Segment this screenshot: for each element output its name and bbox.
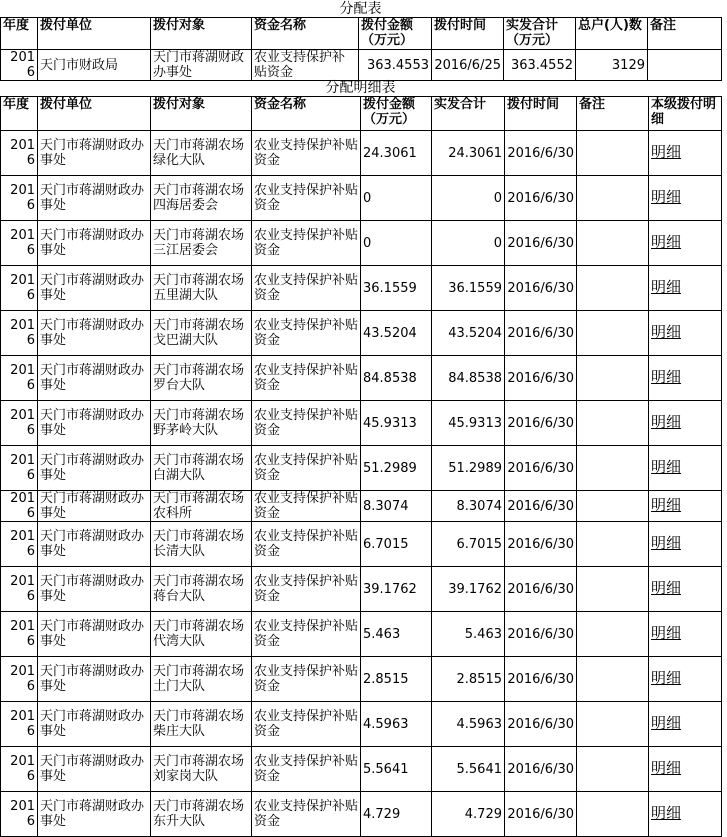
cell-amount: 5.5641 xyxy=(361,747,432,792)
cell-year: 2016 xyxy=(1,702,38,747)
cell-target: 天门市蒋湖农场野茅岭大队 xyxy=(151,401,252,446)
detail-link[interactable]: 明细 xyxy=(651,143,682,161)
table-row xyxy=(1,702,722,747)
detail-link[interactable]: 明细 xyxy=(651,188,682,206)
table-row xyxy=(1,266,722,311)
cell-unit: 天门市蒋湖财政办事处 xyxy=(38,401,151,446)
cell-detail-link xyxy=(649,612,722,657)
cell-amount: 2.8515 xyxy=(361,657,432,702)
cell-date: 2016/6/30 xyxy=(505,702,577,747)
cell-amount: 8.3074 xyxy=(361,491,432,522)
detail-link[interactable]: 明细 xyxy=(651,458,682,476)
header-date: 拨付时间 xyxy=(432,18,504,50)
cell-amount: 84.8538 xyxy=(361,356,432,401)
cell-year: 2016 xyxy=(1,311,38,356)
cell-fund: 农业支持保护补贴资金 xyxy=(252,401,361,446)
cell-note xyxy=(577,792,649,837)
cell-fund: 农业支持保护补贴资金 xyxy=(252,567,361,612)
cell-actual: 36.1559 xyxy=(432,266,505,311)
cell-date: 2016/6/30 xyxy=(505,401,577,446)
cell-detail-link xyxy=(649,401,722,446)
cell-fund: 农业支持保护补贴资金 xyxy=(252,266,361,311)
cell-detail-link xyxy=(649,747,722,792)
cell-target: 天门市蒋湖农场东升大队 xyxy=(151,792,252,837)
cell-note xyxy=(577,356,649,401)
detail-header-row xyxy=(1,97,722,131)
cell-unit: 天门市蒋湖财政办事处 xyxy=(38,446,151,491)
cell-unit: 天门市蒋湖财政办事处 xyxy=(38,266,151,311)
detail-link[interactable]: 明细 xyxy=(651,624,682,642)
detail-link[interactable]: 明细 xyxy=(651,669,682,687)
cell-year: 2016 xyxy=(1,176,38,221)
cell-detail-link xyxy=(649,446,722,491)
cell-amount: 39.1762 xyxy=(361,567,432,612)
cell-actual: 39.1762 xyxy=(432,567,505,612)
detail-link[interactable]: 明细 xyxy=(651,413,682,431)
cell-unit: 天门市蒋湖财政办事处 xyxy=(38,176,151,221)
cell-note xyxy=(648,50,722,81)
cell-amount: 0 xyxy=(361,176,432,221)
cell-amount: 45.9313 xyxy=(361,401,432,446)
cell-fund: 农业支持保护补贴资金 xyxy=(252,356,361,401)
cell-note xyxy=(577,522,649,567)
cell-date: 2016/6/30 xyxy=(505,657,577,702)
cell-amount: 6.7015 xyxy=(361,522,432,567)
cell-year: 2016 xyxy=(1,131,38,176)
table-row xyxy=(1,612,722,657)
cell-amount: 0 xyxy=(361,221,432,266)
cell-note xyxy=(577,446,649,491)
table-row xyxy=(1,567,722,612)
cell-year: 2016 xyxy=(1,266,38,311)
cell-fund: 农业支持保护补贴资金 xyxy=(252,491,361,522)
table-row xyxy=(1,522,722,567)
cell-actual: 2.8515 xyxy=(432,657,505,702)
cell-note xyxy=(577,266,649,311)
cell-target: 天门市蒋湖农场农科所 xyxy=(151,491,252,522)
detail-link[interactable]: 明细 xyxy=(651,496,682,514)
header-note: 备注 xyxy=(648,18,722,50)
cell-year: 2016 xyxy=(1,612,38,657)
cell-year: 2016 xyxy=(1,446,38,491)
table-row xyxy=(1,401,722,446)
table-row xyxy=(1,221,722,266)
cell-date: 2016/6/30 xyxy=(505,176,577,221)
header-detail-link: 本级拨付明细 xyxy=(649,97,722,131)
cell-fund: 农业支持保护补贴资金 xyxy=(252,311,361,356)
cell-date: 2016/6/30 xyxy=(505,356,577,401)
cell-fund: 农业支持保护补贴资金 xyxy=(252,522,361,567)
cell-unit: 天门市蒋湖财政办事处 xyxy=(38,792,151,837)
cell-unit: 天门市蒋湖财政办事处 xyxy=(38,567,151,612)
cell-target: 天门市蒋湖农场长清大队 xyxy=(151,522,252,567)
cell-detail-link xyxy=(649,792,722,837)
header-date: 拨付时间 xyxy=(505,97,577,131)
cell-amount: 36.1559 xyxy=(361,266,432,311)
cell-target: 天门市蒋湖农场柴庄大队 xyxy=(151,702,252,747)
cell-actual: 8.3074 xyxy=(432,491,505,522)
cell-year: 2016 xyxy=(1,747,38,792)
cell-actual: 4.729 xyxy=(432,792,505,837)
cell-fund: 农业支持保护补贴资金 xyxy=(252,657,361,702)
header-households: 总户(人)数 xyxy=(576,18,648,50)
cell-year: 2016 xyxy=(1,657,38,702)
cell-date: 2016/6/30 xyxy=(505,446,577,491)
cell-target: 天门市蒋湖农场三江居委会 xyxy=(151,221,252,266)
cell-unit: 天门市蒋湖财政办事处 xyxy=(38,221,151,266)
cell-unit: 天门市蒋湖财政办事处 xyxy=(38,657,151,702)
cell-target: 天门市蒋湖农场白湖大队 xyxy=(151,446,252,491)
cell-fund: 农业支持保护补贴资金 xyxy=(252,446,361,491)
cell-fund: 农业支持保护补贴资金 xyxy=(252,702,361,747)
detail-link[interactable]: 明细 xyxy=(651,323,682,341)
header-target: 拨付对象 xyxy=(151,18,252,50)
cell-detail-link xyxy=(649,311,722,356)
cell-date: 2016/6/30 xyxy=(505,612,577,657)
table-row xyxy=(1,311,722,356)
cell-amount: 363.4553 xyxy=(359,50,432,81)
cell-unit: 天门市蒋湖财政办事处 xyxy=(38,747,151,792)
cell-target: 天门市蒋湖农场蒋台大队 xyxy=(151,567,252,612)
cell-actual: 51.2989 xyxy=(432,446,505,491)
cell-date: 2016/6/30 xyxy=(505,792,577,837)
cell-amount: 5.463 xyxy=(361,612,432,657)
cell-actual: 5.463 xyxy=(432,612,505,657)
cell-fund: 农业支持保护补贴资金 xyxy=(252,221,361,266)
table-row xyxy=(1,356,722,401)
cell-note xyxy=(577,612,649,657)
cell-amount: 24.3061 xyxy=(361,131,432,176)
cell-year: 2016 xyxy=(1,567,38,612)
cell-date: 2016/6/30 xyxy=(505,747,577,792)
table-row xyxy=(1,792,722,837)
cell-fund: 农业支持保护补贴资金 xyxy=(252,131,361,176)
cell-unit: 天门市蒋湖财政办事处 xyxy=(38,491,151,522)
summary-table xyxy=(0,17,722,81)
cell-detail-link xyxy=(649,567,722,612)
cell-date: 2016/6/30 xyxy=(505,131,577,176)
cell-year: 2016 xyxy=(1,491,38,522)
cell-date: 2016/6/30 xyxy=(505,567,577,612)
header-target: 拨付对象 xyxy=(151,97,252,131)
header-unit: 拨付单位 xyxy=(38,97,151,131)
table-row xyxy=(1,491,722,522)
cell-actual: 363.4552 xyxy=(504,50,576,81)
cell-actual: 45.9313 xyxy=(432,401,505,446)
cell-unit: 天门市财政局 xyxy=(38,50,151,81)
cell-year: 2016 xyxy=(1,356,38,401)
detail-link[interactable]: 明细 xyxy=(651,233,682,251)
cell-note xyxy=(577,702,649,747)
header-actual: 实发合计 xyxy=(432,97,505,131)
cell-year: 2016 xyxy=(1,50,38,81)
cell-actual: 4.5963 xyxy=(432,702,505,747)
cell-detail-link xyxy=(649,522,722,567)
header-unit: 拨付单位 xyxy=(38,18,151,50)
cell-fund: 农业支持保护补贴资金 xyxy=(252,792,361,837)
cell-detail-link xyxy=(649,221,722,266)
cell-target: 天门市蒋湖农场绿化大队 xyxy=(151,131,252,176)
detail-link[interactable]: 明细 xyxy=(651,714,682,732)
cell-amount: 4.5963 xyxy=(361,702,432,747)
cell-target: 天门市蒋湖农场土门大队 xyxy=(151,657,252,702)
cell-note xyxy=(577,311,649,356)
cell-actual: 6.7015 xyxy=(432,522,505,567)
cell-amount: 43.5204 xyxy=(361,311,432,356)
cell-year: 2016 xyxy=(1,792,38,837)
cell-note xyxy=(577,221,649,266)
cell-actual: 24.3061 xyxy=(432,131,505,176)
cell-fund: 农业支持保护补贴资金 xyxy=(252,176,361,221)
cell-actual: 43.5204 xyxy=(432,311,505,356)
cell-date: 2016/6/30 xyxy=(505,266,577,311)
detail-table xyxy=(0,96,722,837)
cell-unit: 天门市蒋湖财政办事处 xyxy=(38,702,151,747)
detail-link[interactable]: 明细 xyxy=(651,804,682,822)
cell-unit: 天门市蒋湖财政办事处 xyxy=(38,311,151,356)
table-row xyxy=(1,657,722,702)
cell-date: 2016/6/30 xyxy=(505,221,577,266)
cell-fund: 农业支持保护补贴资金 xyxy=(252,612,361,657)
cell-target: 天门市蒋湖农场代湾大队 xyxy=(151,612,252,657)
cell-note xyxy=(577,491,649,522)
cell-note xyxy=(577,401,649,446)
cell-unit: 天门市蒋湖财政办事处 xyxy=(38,131,151,176)
summary-header-row xyxy=(1,18,722,50)
cell-households: 3129 xyxy=(576,50,648,81)
detail-table-title: 分配明细表 xyxy=(325,80,396,96)
cell-actual: 0 xyxy=(432,221,505,266)
cell-year: 2016 xyxy=(1,401,38,446)
cell-detail-link xyxy=(649,657,722,702)
cell-note xyxy=(577,131,649,176)
cell-actual: 84.8538 xyxy=(432,356,505,401)
cell-detail-link xyxy=(649,176,722,221)
cell-detail-link xyxy=(649,491,722,522)
detail-link[interactable]: 明细 xyxy=(651,759,682,777)
cell-note xyxy=(577,176,649,221)
header-actual: 实发合计（万元） xyxy=(504,18,576,50)
cell-target: 天门市蒋湖农场罗台大队 xyxy=(151,356,252,401)
cell-date: 2016/6/30 xyxy=(505,491,577,522)
cell-actual: 0 xyxy=(432,176,505,221)
header-amount: 拨付金额（万元） xyxy=(359,18,432,50)
table-row xyxy=(1,747,722,792)
cell-detail-link xyxy=(649,356,722,401)
summary-row xyxy=(1,50,722,81)
cell-amount: 51.2989 xyxy=(361,446,432,491)
detail-link[interactable]: 明细 xyxy=(651,278,682,296)
detail-link[interactable]: 明细 xyxy=(651,534,682,552)
detail-link[interactable]: 明细 xyxy=(651,368,682,386)
detail-link[interactable]: 明细 xyxy=(651,579,682,597)
table-row xyxy=(1,446,722,491)
cell-unit: 天门市蒋湖财政办事处 xyxy=(38,356,151,401)
header-year: 年度 xyxy=(1,97,38,131)
header-amount: 拨付金额（万元） xyxy=(361,97,432,131)
cell-target: 天门市蒋湖农场刘家岗大队 xyxy=(151,747,252,792)
cell-year: 2016 xyxy=(1,221,38,266)
cell-unit: 天门市蒋湖财政办事处 xyxy=(38,522,151,567)
cell-date: 2016/6/30 xyxy=(505,522,577,567)
cell-detail-link xyxy=(649,131,722,176)
cell-target: 天门市蒋湖农场四海居委会 xyxy=(151,176,252,221)
cell-amount: 4.729 xyxy=(361,792,432,837)
cell-fund: 农业支持保护补贴资金 xyxy=(252,50,359,81)
cell-target: 天门市蒋湖农场五里湖大队 xyxy=(151,266,252,311)
cell-target: 天门市蒋湖财政办事处 xyxy=(151,50,252,81)
table-row xyxy=(1,131,722,176)
header-fund: 资金名称 xyxy=(252,18,359,50)
cell-unit: 天门市蒋湖财政办事处 xyxy=(38,612,151,657)
header-year: 年度 xyxy=(1,18,38,50)
cell-date: 2016/6/25 xyxy=(432,50,504,81)
cell-note xyxy=(577,567,649,612)
cell-fund: 农业支持保护补贴资金 xyxy=(252,747,361,792)
cell-actual: 5.5641 xyxy=(432,747,505,792)
cell-date: 2016/6/30 xyxy=(505,311,577,356)
header-fund: 资金名称 xyxy=(252,97,361,131)
summary-table-title: 分配表 xyxy=(339,1,382,17)
cell-target: 天门市蒋湖农场戈巴湖大队 xyxy=(151,311,252,356)
table-row xyxy=(1,176,722,221)
cell-detail-link xyxy=(649,266,722,311)
cell-detail-link xyxy=(649,702,722,747)
cell-note xyxy=(577,657,649,702)
cell-year: 2016 xyxy=(1,522,38,567)
header-note: 备注 xyxy=(577,97,649,131)
cell-note xyxy=(577,747,649,792)
